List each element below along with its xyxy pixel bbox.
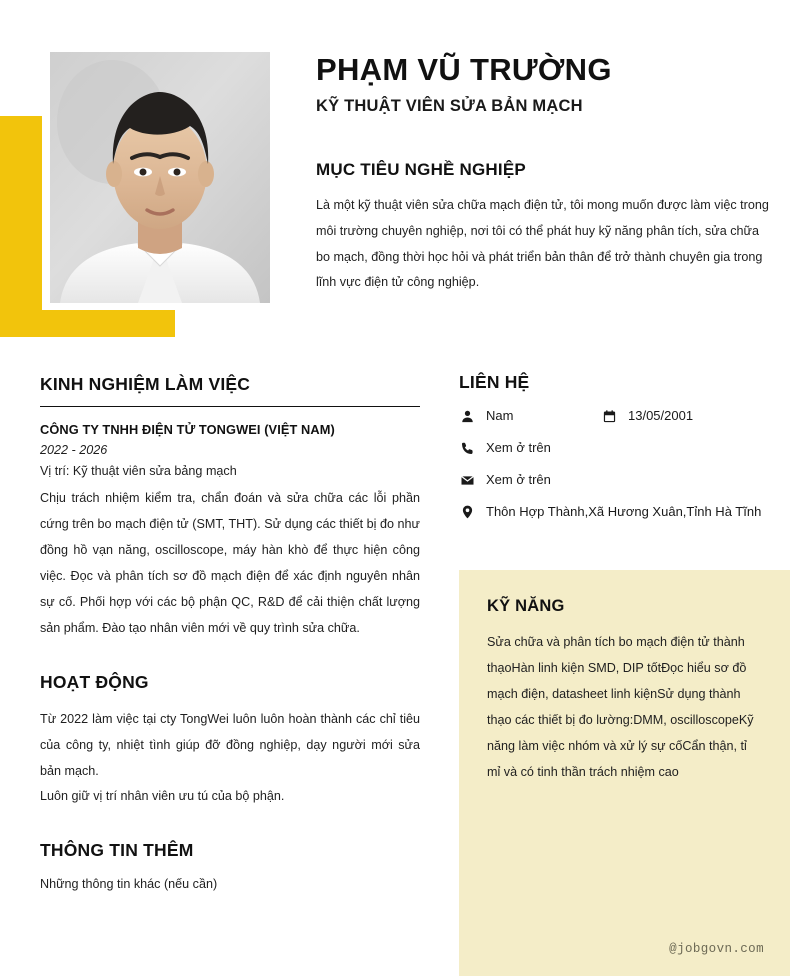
- contact-item-birthday: [601, 406, 693, 426]
- experience-divider: [40, 406, 420, 407]
- candidate-job-title: KỸ THUẬT VIÊN SỬA BẢN MẠCH: [316, 96, 583, 115]
- objective-heading: MỤC TIÊU NGHỀ NGHIỆP: [316, 159, 526, 179]
- contact-address-value: Thôn Hợp Thành,Xã Hương Xuân,Tỉnh Hà Tĩnh: [486, 504, 762, 520]
- contact-item-address: [459, 502, 761, 522]
- phone-icon: [459, 439, 476, 457]
- location-pin-icon: [459, 503, 476, 521]
- contact-row-phone: [459, 438, 790, 458]
- contact-section: [459, 372, 790, 523]
- header-block: [316, 52, 776, 296]
- watermark: @jobgovn.com: [669, 942, 764, 956]
- contact-heading: LIÊN HỆ: [459, 372, 530, 392]
- contact-row-gender-birthday: [459, 406, 790, 426]
- person-icon: [459, 407, 476, 425]
- contact-row-email: [459, 470, 790, 490]
- contact-row-address: [459, 502, 790, 522]
- activities-paragraph-1: Từ 2022 làm việc tại cty TongWei luôn luôn hoàn thành các chỉ tiêu của công ty, nhiệt tình giúp đỡ đồng nghiệp, dạy người mới sửa bản mạch.: [40, 711, 420, 778]
- contact-birthday-value: 13/05/2001: [628, 408, 694, 423]
- left-column: [40, 374, 420, 891]
- experience-company: CÔNG TY TNHH ĐIỆN TỬ TONGWEI (VIỆT NAM): [40, 422, 335, 437]
- additional-info-heading: THÔNG TIN THÊM: [40, 840, 194, 861]
- envelope-icon: [459, 471, 476, 489]
- contact-email-value: Xem ở trên: [486, 472, 551, 488]
- skills-panel: [459, 570, 790, 976]
- yellow-accent-horizontal-bar: [0, 310, 175, 337]
- contact-phone-value: Xem ở trên: [486, 440, 551, 456]
- yellow-accent-vertical-bar: [0, 116, 42, 337]
- candidate-name: PHẠM VŨ TRƯỜNG: [316, 52, 612, 87]
- activities-paragraph-2: Luôn giữ vị trí nhân viên ưu tú của bộ phận.: [40, 789, 285, 804]
- skills-heading: KỸ NĂNG: [487, 597, 565, 615]
- calendar-icon: [601, 407, 618, 425]
- contact-item-gender: [459, 406, 601, 426]
- activities-heading: HOẠT ĐỘNG: [40, 671, 149, 692]
- additional-info-text: Những thông tin khác (nếu cần): [40, 877, 218, 892]
- skills-text: Sửa chữa và phân tích bo mạch điện tử thành thạoHàn linh kiện SMD, DIP tốtĐọc hiểu sơ đồ mạch điện, datasheet linh kiệnSử dụng thành thạo các thiết bị đo lường:DMM, oscilloscopeKỹ năng làm việc nhóm và xử lý sự cốCẩn thận, tỉ mỉ và có tinh thần trách nhiệm cao: [487, 635, 754, 779]
- experience-description: Chịu trách nhiệm kiểm tra, chẩn đoán và sửa chữa các lỗi phần cứng trên bo mạch điện tử (SMT, THT). Sử dụng các thiết bị đo như đồng hồ vạn năng, oscilloscope, máy hàn khò để thực hiện công việc. Đọc và phân tích sơ đồ mạch điện để xác định nguyên nhân sự cố. Phối hợp với các bộ phận QC, R&D để cải thiện chất lượng sản phẩm. Đào tạo nhân viên mới về quy trình sửa chữa.: [40, 491, 420, 635]
- experience-position: Vị trí: Kỹ thuật viên sửa bảng mạch: [40, 464, 237, 478]
- contact-item-phone[interactable]: [459, 438, 551, 458]
- experience-heading: KINH NGHIỆM LÀM VIỆC: [40, 374, 251, 394]
- contact-list: [459, 406, 790, 523]
- experience-years: 2022 - 2026: [40, 443, 108, 457]
- contact-gender-value: Nam: [486, 408, 514, 423]
- portrait-photo-image: [50, 52, 270, 303]
- objective-text: Là một kỹ thuật viên sửa chữa mạch điện tử, tôi mong muốn được làm việc trong môi trường chuyên nghiệp, nơi tôi có thể phát huy kỹ năng phân tích, sửa chữa bo mạch, đồng thời học hỏi và phát triển bản thân để trở thành chuyên gia trong lĩnh vực điện tử công nghiệp.: [316, 197, 769, 290]
- contact-item-email[interactable]: [459, 470, 551, 490]
- portrait-photo: [50, 52, 270, 303]
